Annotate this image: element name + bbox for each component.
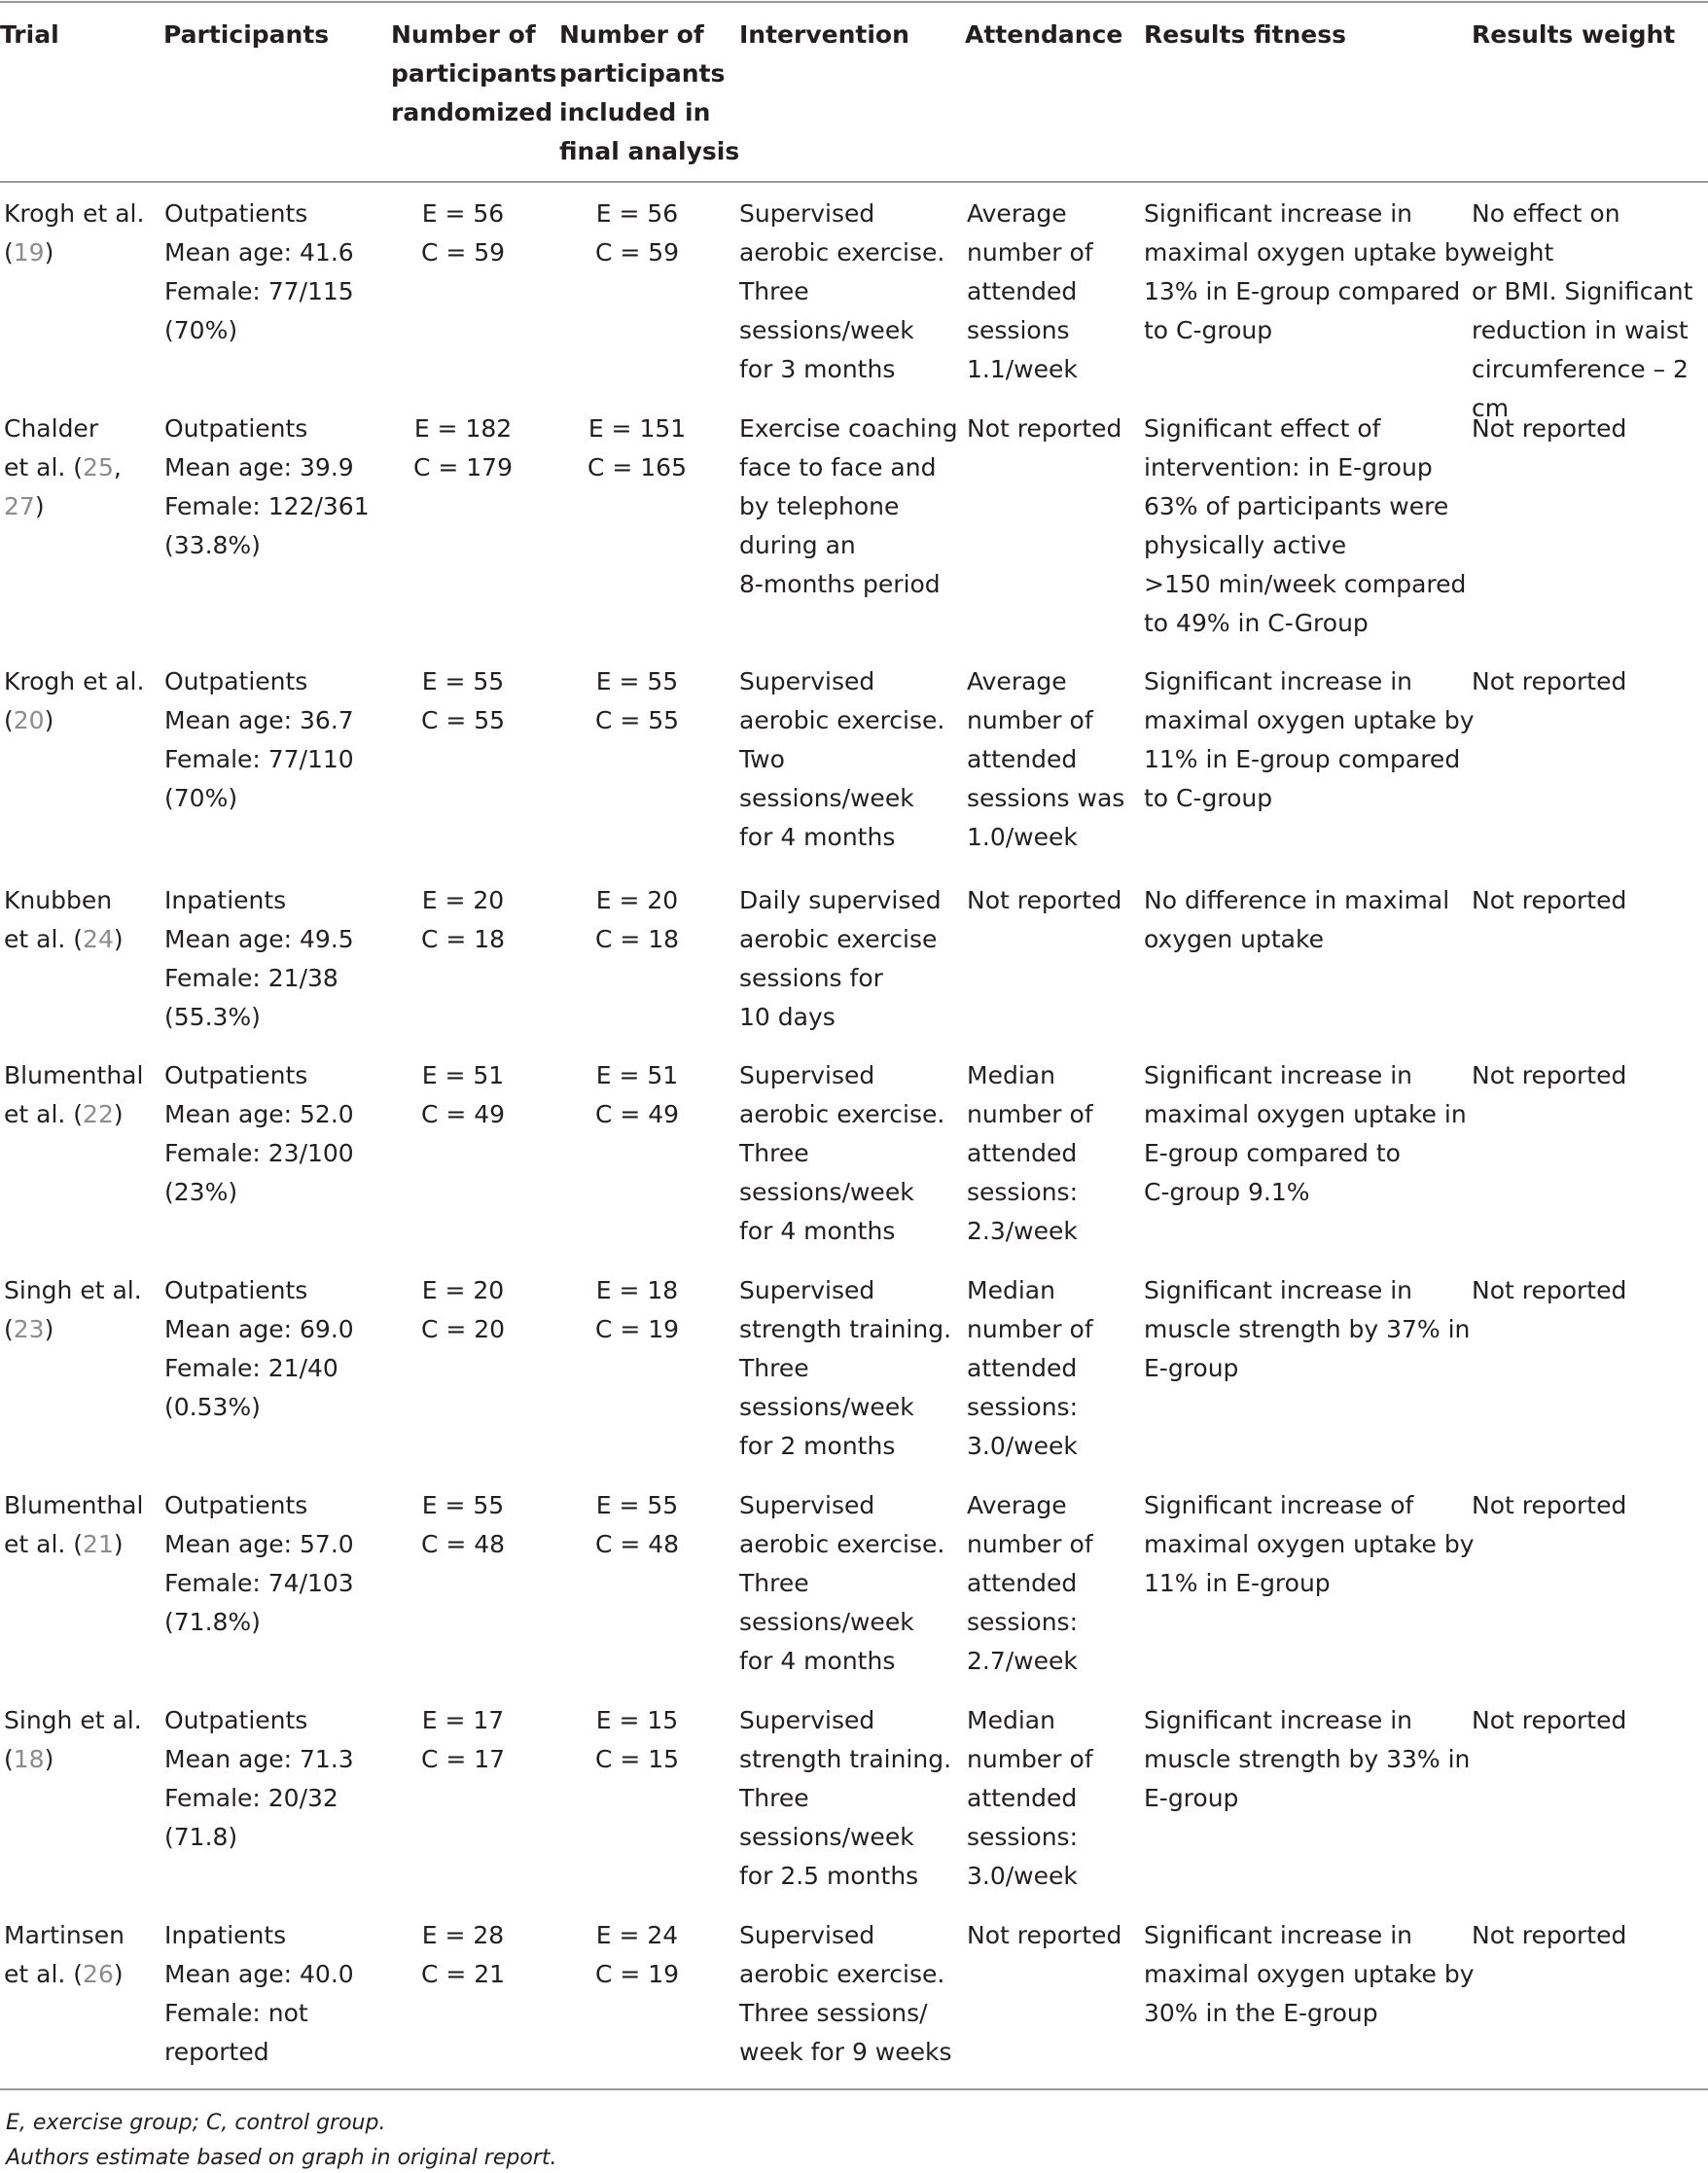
intervention-cell: Supervised aerobic exercise. Two sessions/week for 4 months <box>739 667 945 851</box>
attendance-cell: Not reported <box>967 414 1122 443</box>
trial-text: Knubben et al. ( <box>4 886 113 953</box>
table-top-rule <box>0 1 1708 3</box>
trial-cell <box>4 410 122 526</box>
trial-cell <box>4 662 144 740</box>
header-randomized: Number of participants randomized <box>391 20 557 126</box>
reference-link[interactable]: 23 <box>13 1315 45 1343</box>
intervention-cell: Supervised strength training. Three sessions/week for 2 months <box>739 1276 952 1460</box>
trial-cell <box>4 1271 142 1349</box>
trial-text: Blumenthal et al. ( <box>4 1491 144 1558</box>
trial-cell <box>4 1486 143 1564</box>
intervention-cell: Supervised strength training. Three sessions/week for 2.5 months <box>739 1706 952 1890</box>
weight-cell: Not reported <box>1472 1491 1627 1519</box>
reference-link[interactable]: 18 <box>13 1745 45 1773</box>
footnote-abbreviations: E, exercise group; C, control group. <box>6 2111 386 2135</box>
intervention-cell: Supervised aerobic exercise. Three sessions/week for 4 months <box>739 1491 945 1675</box>
analysed-cell: E = 55 C = 55 <box>594 667 680 734</box>
participants-cell: Outpatients Mean age: 39.9 Female: 122/361 (33.8%) <box>164 414 370 559</box>
intervention-cell: Supervised aerobic exercise. Three sessions/week for 3 months <box>739 199 945 383</box>
weight-cell: Not reported <box>1472 1921 1627 1949</box>
weight-cell: Not reported <box>1472 414 1627 443</box>
reference-link[interactable]: 20 <box>13 706 45 734</box>
randomized-cell: E = 17 C = 17 <box>420 1706 506 1773</box>
fitness-cell: Significant effect of intervention: in E-group 63% of participants were physically active >150 min/week compared to 49% in C-Group <box>1144 414 1467 637</box>
participants-cell: Inpatients Mean age: 49.5 Female: 21/38 (55.3%) <box>164 886 354 1031</box>
trial-cell <box>4 1701 142 1779</box>
trial-cell <box>4 195 144 272</box>
trial-text-end: ) <box>44 706 54 734</box>
attendance-cell: Not reported <box>967 1921 1122 1949</box>
weight-cell: Not reported <box>1472 886 1627 914</box>
intervention-cell: Supervised aerobic exercise. Three sessions/ week for 9 weeks <box>739 1921 952 2066</box>
intervention-cell: Daily supervised aerobic exercise sessions for 10 days <box>739 886 942 1031</box>
analysed-cell: E = 151 C = 165 <box>587 414 687 481</box>
attendance-cell: Median number of attended sessions: 3.0/week <box>967 1276 1093 1460</box>
footnote-estimate: Authors estimate based on graph in original report. <box>6 2146 557 2170</box>
weight-cell: Not reported <box>1472 1706 1627 1734</box>
header-rule <box>0 181 1708 183</box>
participants-cell: Outpatients Mean age: 57.0 Female: 74/103 (71.8%) <box>164 1491 354 1636</box>
fitness-cell: Significant increase in maximal oxygen uptake in E-group compared to C-group 9.1% <box>1144 1061 1467 1206</box>
participants-cell: Inpatients Mean age: 40.0 Female: not reported <box>164 1921 354 2066</box>
randomized-cell: E = 20 C = 18 <box>420 886 506 953</box>
participants-cell: Outpatients Mean age: 69.0 Female: 21/40 (0.53%) <box>164 1276 354 1421</box>
analysed-cell: E = 56 C = 59 <box>594 199 680 267</box>
trial-text: Blumenthal et al. ( <box>4 1061 144 1128</box>
header-attendance: Attendance <box>965 20 1123 49</box>
trial-text: Krogh et al. ( <box>4 199 145 267</box>
intervention-cell: Supervised aerobic exercise. Three sessions/week for 4 months <box>739 1061 945 1245</box>
weight-cell: No effect on weight or BMI. Significant reduction in waist circumference – 2 cm <box>1472 199 1693 422</box>
header-trial: Trial <box>0 20 59 49</box>
attendance-cell: Average number of attended sessions: 2.7/week <box>967 1491 1093 1675</box>
randomized-cell: E = 55 C = 48 <box>420 1491 506 1558</box>
header-participants: Participants <box>163 20 330 49</box>
fitness-cell: Significant increase in muscle strength by 33% in E-group <box>1144 1706 1471 1812</box>
randomized-cell: E = 55 C = 55 <box>420 667 506 734</box>
trial-text-end: ) <box>113 1100 124 1128</box>
reference-link[interactable]: 19 <box>13 238 45 267</box>
trial-text-end: ) <box>34 492 45 520</box>
randomized-cell: E = 28 C = 21 <box>420 1921 506 1988</box>
reference-link[interactable]: 24 <box>83 925 114 953</box>
fitness-cell: Significant increase in maximal oxygen uptake by 30% in the E-group <box>1144 1921 1475 2027</box>
trial-text: Chalder et al. ( <box>4 414 99 481</box>
trial-cell <box>4 1916 125 1994</box>
fitness-cell: Significant increase in maximal oxygen uptake by 11% in E-group compared to C-group <box>1144 667 1475 812</box>
analysed-cell: E = 24 C = 19 <box>594 1921 680 1988</box>
attendance-cell: Average number of attended sessions 1.1/week <box>967 199 1093 383</box>
trial-text-end: ) <box>113 1960 124 1988</box>
analysed-cell: E = 15 C = 15 <box>594 1706 680 1773</box>
header-intervention: Intervention <box>739 20 909 49</box>
reference-link[interactable]: 26 <box>83 1960 114 1988</box>
attendance-cell: Not reported <box>967 886 1122 914</box>
header-results-weight: Results weight <box>1472 20 1676 49</box>
analysed-cell: E = 18 C = 19 <box>594 1276 680 1343</box>
table-bottom-rule <box>0 2088 1708 2090</box>
trial-text: Singh et al. ( <box>4 1276 142 1343</box>
header-analysed: Number of participants included in final analysis <box>559 20 740 165</box>
weight-cell: Not reported <box>1472 667 1627 695</box>
reference-link[interactable]: 21 <box>83 1530 114 1558</box>
attendance-cell: Median number of attended sessions: 3.0/week <box>967 1706 1093 1890</box>
trial-text-end: ) <box>44 238 54 267</box>
attendance-cell: Median number of attended sessions: 2.3/week <box>967 1061 1093 1245</box>
analysed-cell: E = 55 C = 48 <box>594 1491 680 1558</box>
trial-cell <box>4 1056 143 1134</box>
randomized-cell: E = 182 C = 179 <box>412 414 513 481</box>
randomized-cell: E = 51 C = 49 <box>420 1061 506 1128</box>
participants-cell: Outpatients Mean age: 71.3 Female: 20/32 (71.8) <box>164 1706 354 1851</box>
randomized-cell: E = 20 C = 20 <box>420 1276 506 1343</box>
reference-link[interactable]: 27 <box>4 492 35 520</box>
trial-text-end: ) <box>44 1315 54 1343</box>
trial-text-end: ) <box>113 925 124 953</box>
randomized-cell: E = 56 C = 59 <box>420 199 506 267</box>
participants-cell: Outpatients Mean age: 52.0 Female: 23/100 (23%) <box>164 1061 354 1206</box>
trial-text: Martinsen et al. ( <box>4 1921 125 1988</box>
reference-link[interactable]: 25 <box>83 453 114 481</box>
weight-cell: Not reported <box>1472 1061 1627 1089</box>
participants-cell: Outpatients Mean age: 36.7 Female: 77/110 (70%) <box>164 667 354 812</box>
participants-cell: Outpatients Mean age: 41.6 Female: 77/115 (70%) <box>164 199 354 344</box>
analysed-cell: E = 51 C = 49 <box>594 1061 680 1128</box>
trial-text-end: ) <box>113 1530 124 1558</box>
trial-text-separator: , <box>113 453 122 481</box>
trial-text-end: ) <box>44 1745 54 1773</box>
header-results-fitness: Results fitness <box>1144 20 1346 49</box>
weight-cell: Not reported <box>1472 1276 1627 1304</box>
fitness-cell: No difference in maximal oxygen uptake <box>1144 886 1450 953</box>
fitness-cell: Significant increase in maximal oxygen uptake by 13% in E-group compared to C-group <box>1144 199 1475 344</box>
fitness-cell: Significant increase in muscle strength by 37% in E-group <box>1144 1276 1471 1382</box>
reference-link[interactable]: 22 <box>83 1100 114 1128</box>
trial-cell <box>4 881 124 959</box>
trial-text: Krogh et al. ( <box>4 667 145 734</box>
intervention-cell: Exercise coaching face to face and by telephone during an 8-months period <box>739 414 958 598</box>
attendance-cell: Average number of attended sessions was 1.0/week <box>967 667 1125 851</box>
analysed-cell: E = 20 C = 18 <box>594 886 680 953</box>
trial-text: Singh et al. ( <box>4 1706 142 1773</box>
fitness-cell: Significant increase of maximal oxygen uptake by 11% in E-group <box>1144 1491 1475 1597</box>
